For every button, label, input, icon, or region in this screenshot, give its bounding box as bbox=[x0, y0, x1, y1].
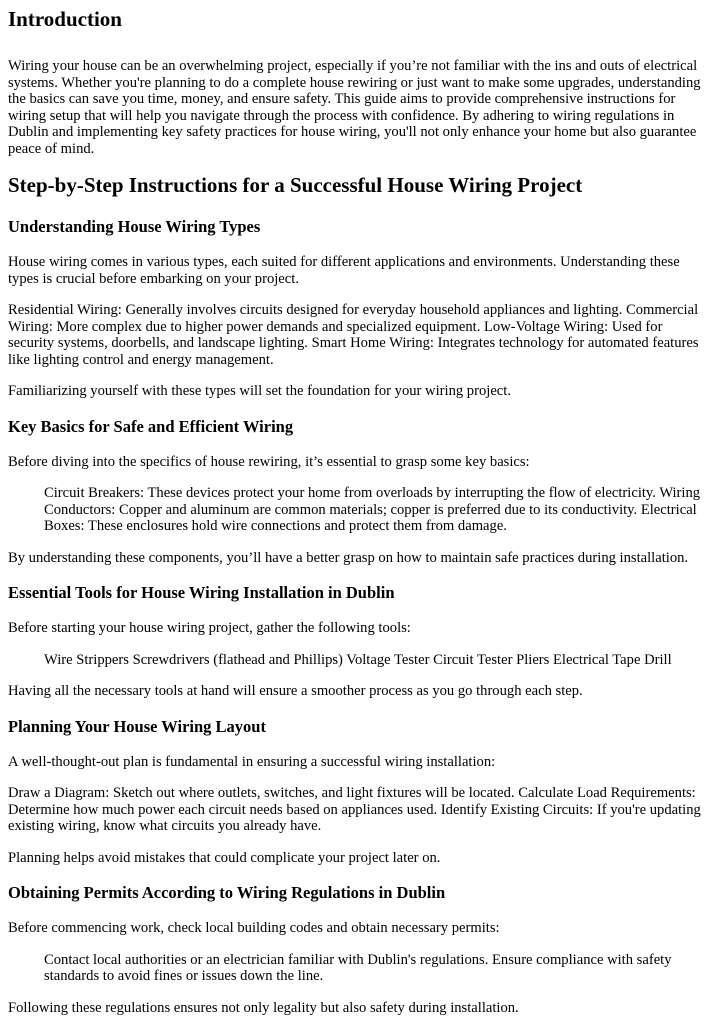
intro-paragraph: Wiring your house can be an overwhelming project, especially if you’re not familiar with the ins and outs of electrical systems. Whether you're planning to do a complete house rewiring or just want to make some upgrades, understanding the basics can save you time, money, and ensure safety. This guide aims to provide comprehensive instructions for wiring setup that will help you navigate through the process with confidence. By adhering to wiring regulations in Dublin and implementing key safety practices for house wiring, you'll not only enhance your home but also guarantee peace of mind. bbox=[8, 58, 701, 157]
main-heading: Step-by-Step Instructions for a Successful House Wiring Project bbox=[8, 173, 583, 197]
essential-tools-list: Wire Strippers Screwdrivers (flathead and Phillips) Voltage Tester Circuit Tester Pliers Electrical Tape Drill bbox=[44, 651, 672, 668]
permits-intro: Before commencing work, check local building codes and obtain necessary permits: bbox=[8, 920, 500, 936]
planning-layout-list: Draw a Diagram: Sketch out where outlets, switches, and light fixtures will be located. Calculate Load Requirements: Determine how much power each circuit needs based on appliances used. Identify Existing Circuits: If you're updating existing wiring, know what circuits you already have. bbox=[8, 785, 701, 834]
wiring-types-summary: Familiarizing yourself with these types will set the foundation for your wiring project. bbox=[8, 383, 511, 399]
intro-heading: Introduction bbox=[8, 7, 122, 31]
planning-layout-intro: A well-thought-out plan is fundamental in ensuring a successful wiring installation: bbox=[8, 753, 496, 770]
essential-tools-intro: Before starting your house wiring project, gather the following tools: bbox=[8, 620, 411, 636]
key-basics-intro: Before diving into the specifics of house rewiring, it’s essential to grasp some key basics: bbox=[8, 453, 530, 470]
essential-tools-summary: Having all the necessary tools at hand will ensure a smoother process as you go through each step. bbox=[8, 683, 583, 699]
key-basics-list: Circuit Breakers: These devices protect your home from overloads by interrupting the flow of electricity. Wiring Conductors: Copper and aluminum are common materials; copper is preferred due to its conductivity. Electrical Boxes: These enclosures hold wire connections and protect them from damage. bbox=[44, 485, 701, 534]
key-basics-summary: By understanding these components, you’ll have a better grasp on how to maintain safe practices during installation. bbox=[8, 549, 689, 566]
wiring-types-list: Residential Wiring: Generally involves circuits designed for everyday household appliances and lighting. Commercial Wiring: More complex due to higher power demands and specialized equipment. Low-Voltage Wiring: Used for security systems, doorbells, and landscape lighting. Smart Home Wiring: Integrates technology for automated features like lighting control and energy management. bbox=[8, 302, 699, 368]
section-heading-permits: Obtaining Permits According to Wiring Regulations in Dublin bbox=[8, 883, 446, 902]
section-heading-essential-tools: Essential Tools for House Wiring Installation in Dublin bbox=[8, 583, 395, 602]
permits-summary: Following these regulations ensures not only legality but also safety during installation. bbox=[8, 999, 519, 1016]
section-heading-key-basics: Key Basics for Safe and Efficient Wiring bbox=[8, 416, 294, 436]
planning-layout-summary: Planning helps avoid mistakes that could complicate your project later on. bbox=[8, 849, 441, 866]
section-heading-planning-layout: Planning Your House Wiring Layout bbox=[8, 716, 266, 736]
article bbox=[0, 6, 720, 1016]
wiring-types-intro: House wiring comes in various types, each suited for different applications and environments. Understanding these types is crucial before embarking on your project. bbox=[8, 254, 680, 287]
section-heading-wiring-types: Understanding House Wiring Types bbox=[8, 217, 261, 236]
permits-list: Contact local authorities or an electrician familiar with Dublin's regulations. Ensure compliance with safety standards to avoid fines or issues down the line. bbox=[44, 951, 672, 984]
